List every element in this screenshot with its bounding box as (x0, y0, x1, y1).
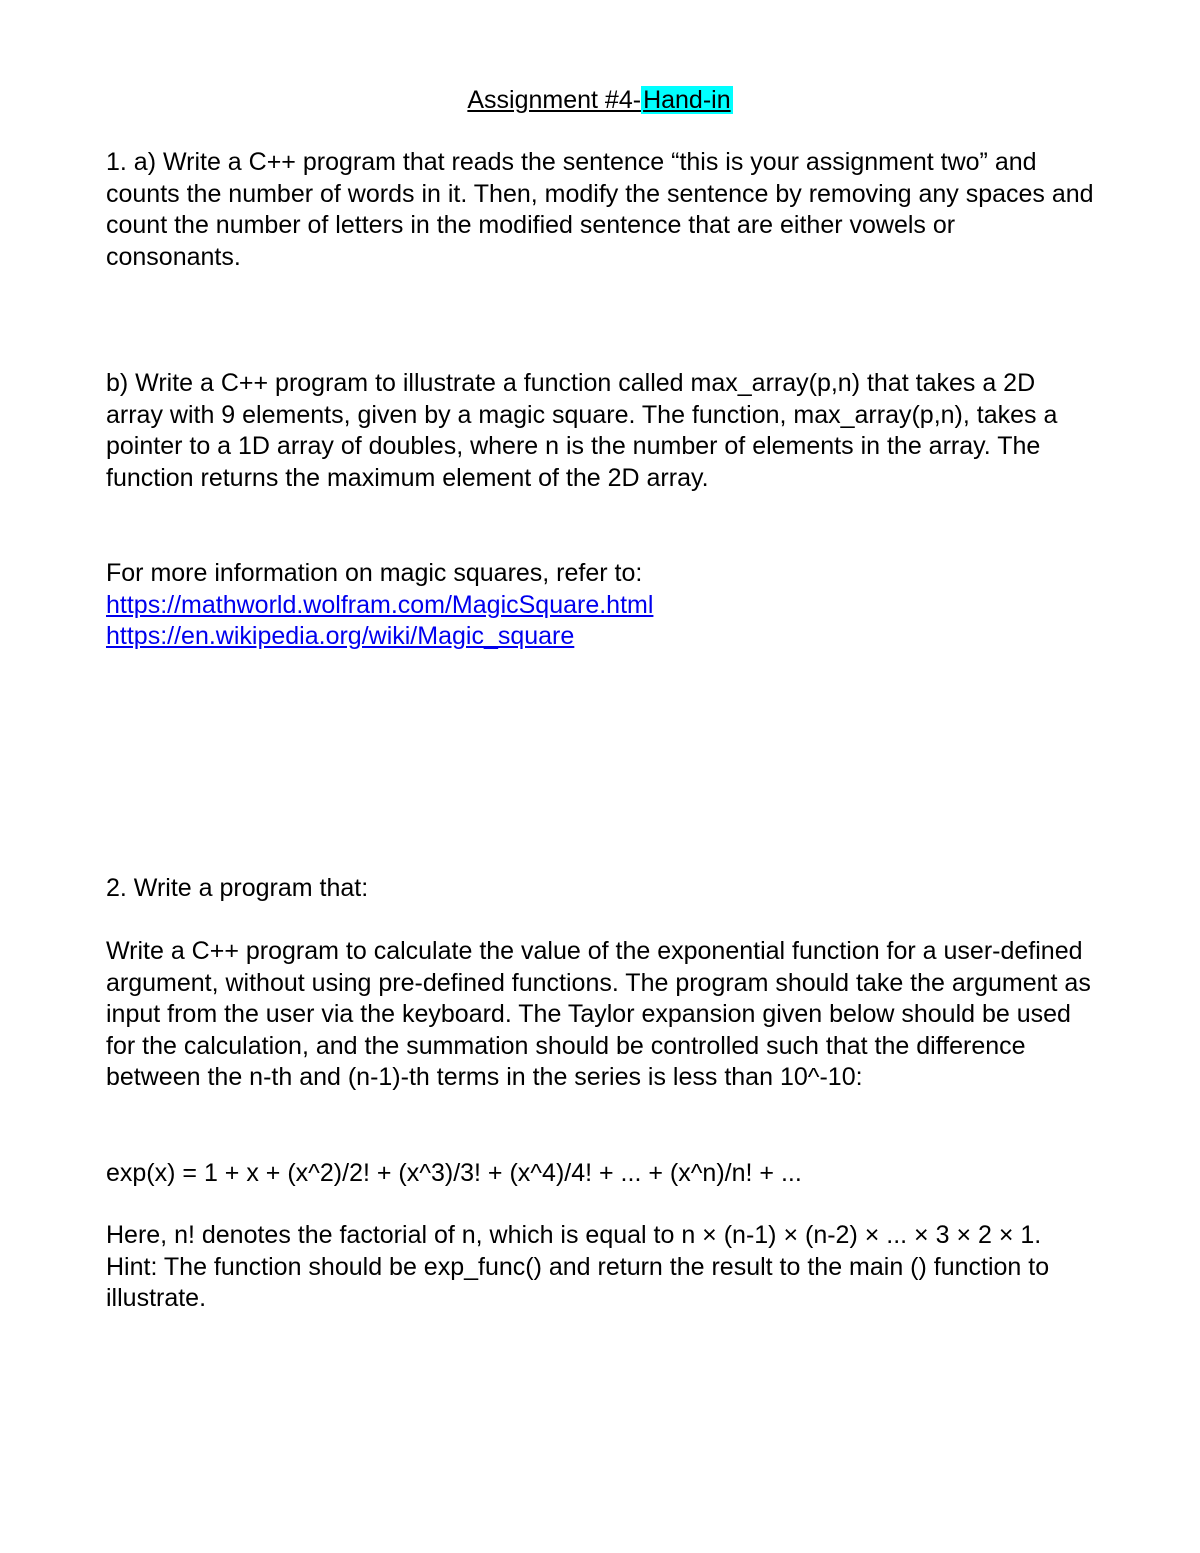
assignment-title (0, 84, 1200, 116)
mathworld-link[interactable]: https://mathworld.wolfram.com/MagicSquare.html (106, 590, 654, 619)
title-highlight: Hand-in (643, 86, 731, 114)
taylor-formula: exp(x) = 1 + x + (x^2)/2! + (x^3)/3! + (x^4)/4! + ... + (x^n)/n! + ... (106, 1159, 802, 1187)
question-2-hint: Here, n! denotes the factorial of n, which is equal to n × (n-1) × (n-2) × ... × 3 × 2 × 1. Hint: The function should be exp_func() and return the result to the main () function to illustrate. (106, 1221, 1050, 1312)
more-info-section (106, 558, 1096, 653)
more-info-text: For more information on magic squares, refer to: (106, 559, 643, 587)
question-2-heading: 2. Write a program that: (106, 874, 369, 902)
title-main: Assignment #4- (467, 86, 642, 114)
question-2-body: Write a C++ program to calculate the value of the exponential function for a user-defined argument, without using pre-defined functions. The program should take the argument as input from the user via the keyboard. The Taylor expansion given below should be used for the calculation, and the summation should be controlled such that the difference between the n-th and (n-1)-th terms in the series is less than 10^-10: (106, 937, 1091, 1091)
question-1a: 1. a) Write a C++ program that reads the sentence “this is your assignment two” and counts the number of words in it. Then, modify the sentence by removing any spaces and count the number of letters in the modified sentence that are either vowels or consonants. (106, 148, 1094, 271)
question-1b: b) Write a C++ program to illustrate a function called max_array(p,n) that takes a 2D array with 9 elements, given by a magic square. The function, max_array(p,n), takes a pointer to a 1D array of doubles, where n is the number of elements in the array. The function returns the maximum element of the 2D array. (106, 369, 1058, 492)
wikipedia-link[interactable]: https://en.wikipedia.org/wiki/Magic_square (106, 622, 575, 650)
